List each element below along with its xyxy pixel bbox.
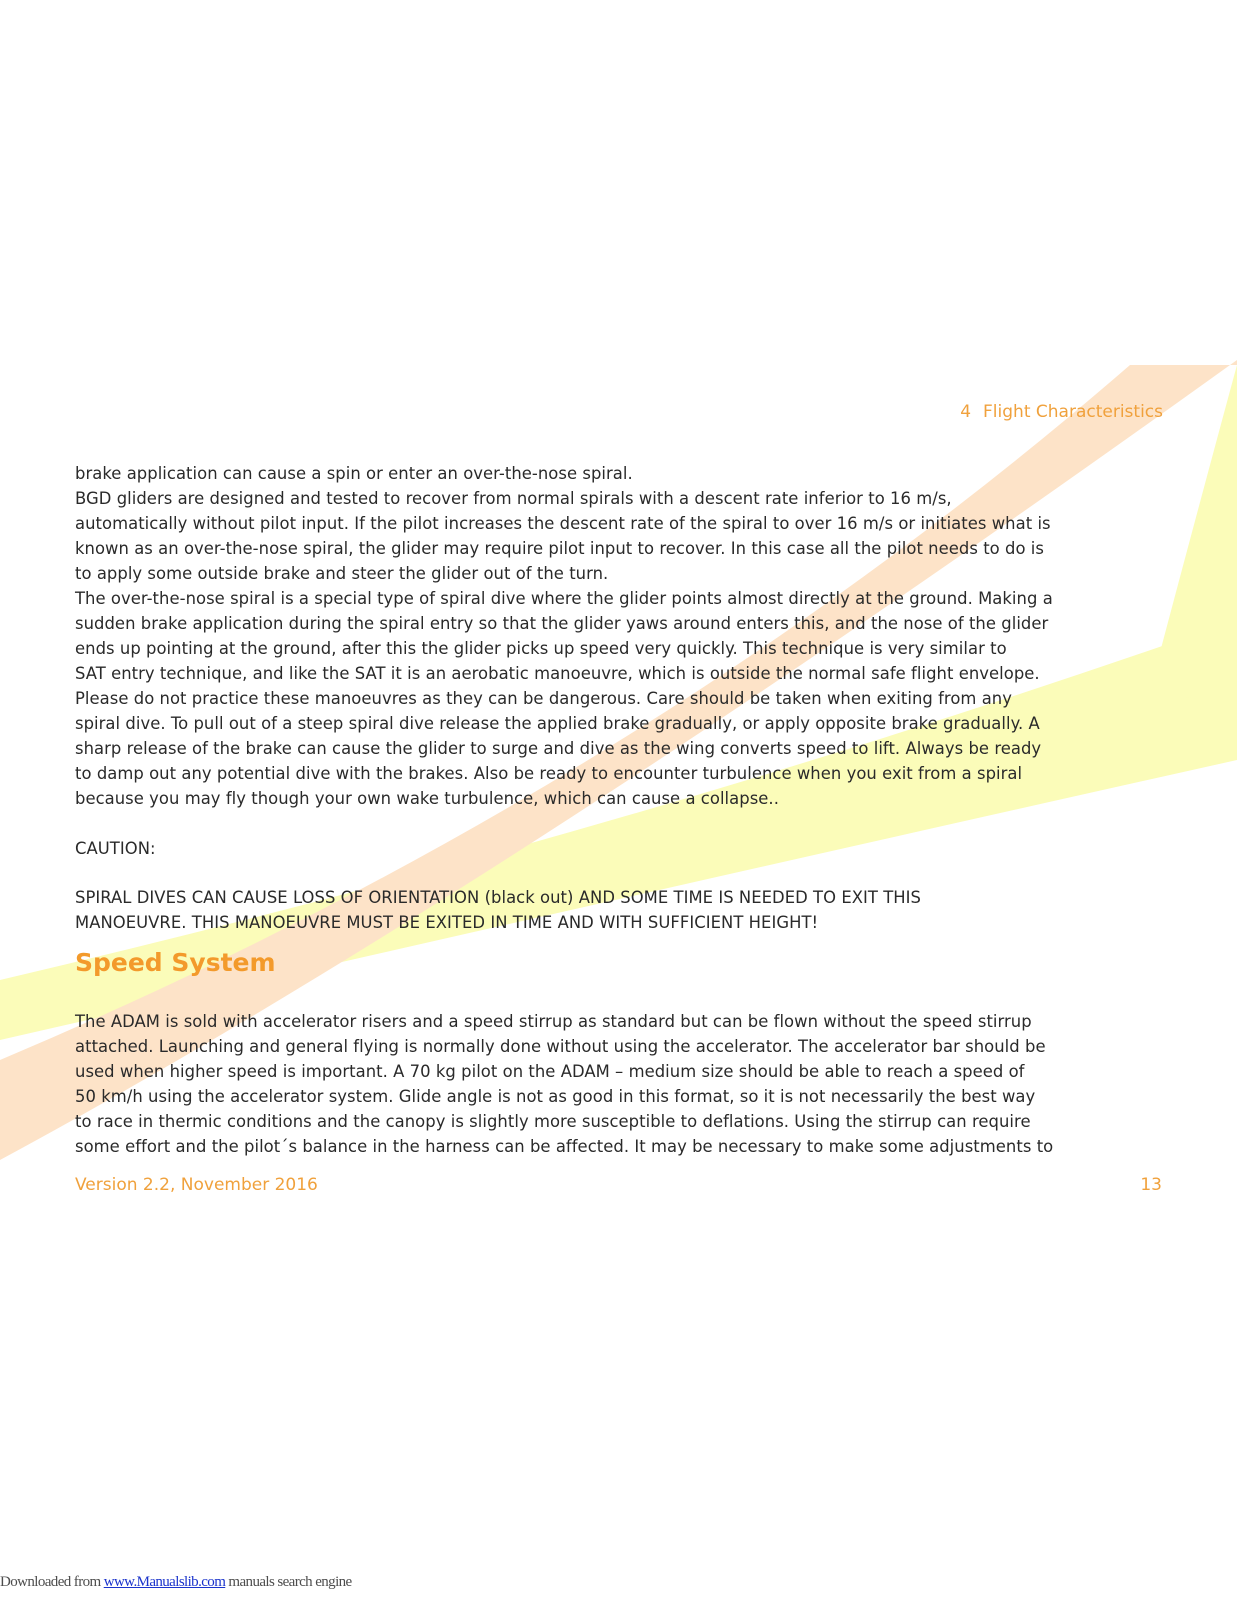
text-line: brake application can cause a spin or enter an over-the-nose spiral. — [75, 464, 633, 483]
text-line: to damp out any potential dive with the brakes. Also be ready to encounter turbulence when you exit from a spiral — [75, 764, 1023, 783]
download-suffix: manuals search engine — [225, 1574, 352, 1590]
caution-label — [75, 836, 1175, 861]
running-header — [960, 402, 1163, 422]
text-line: known as an over-the-nose spiral, the glider may require pilot input to recover. In this case all the pilot needs to do is — [75, 539, 1044, 558]
text-line: because you may fly though your own wake turbulence, which can cause a collapse.. — [75, 789, 779, 808]
text-line: to race in thermic conditions and the canopy is slightly more susceptible to deflations. Using the stirrup can require — [75, 1112, 1031, 1131]
text-line: spiral dive. To pull out of a steep spiral dive release the applied brake gradually, or apply opposite brake gradually. A — [75, 714, 1040, 733]
chapter-number: 4 — [960, 402, 972, 422]
chapter-title: Flight Characteristics — [983, 402, 1163, 422]
text-line: The ADAM is sold with accelerator risers and a speed stirrup as standard but can be flown without the speed stirrup — [75, 1012, 1032, 1031]
text-line: to apply some outside brake and steer the glider out of the turn. — [75, 564, 609, 583]
text-line: some effort and the pilot´s balance in the harness can be affected. It may be necessary to make some adjustments to — [75, 1137, 1054, 1156]
text-line: SPIRAL DIVES CAN CAUSE LOSS OF ORIENTATION (black out) AND SOME TIME IS NEEDED TO EXIT THIS — [75, 888, 921, 907]
download-attribution — [0, 1574, 352, 1591]
manualslib-link[interactable]: www.Manualslib.com — [103, 1574, 226, 1590]
download-prefix: Downloaded from — [0, 1574, 104, 1590]
section-heading-speed-system: Speed System — [75, 948, 276, 977]
caution-warning-text — [75, 885, 1175, 935]
text-line: ends up pointing at the ground, after this the glider picks up speed very quickly. This technique is very similar to — [75, 639, 1007, 658]
text-line: BGD gliders are designed and tested to recover from normal spirals with a descent rate inferior to 16 m/s, — [75, 489, 952, 508]
speed-system-paragraph — [75, 1009, 1175, 1159]
text-line: SAT entry technique, and like the SAT it is an aerobatic manoeuvre, which is outside the normal safe flight envelope. — [75, 664, 1040, 683]
text-line: MANOEUVRE. THIS MANOEUVRE MUST BE EXITED IN TIME AND WITH SUFFICIENT HEIGHT! — [75, 913, 819, 932]
footer-page-number: 13 — [1140, 1175, 1162, 1195]
text-line: attached. Launching and general flying is normally done without using the accelerator. The accelerator bar should be — [75, 1037, 1046, 1056]
text-line: sharp release of the brake can cause the glider to surge and dive as the wing converts speed to lift. Always be ready — [75, 739, 1042, 758]
caution-label-text: CAUTION: — [75, 839, 156, 858]
text-line: 50 km/h using the accelerator system. Glide angle is not as good in this format, so it is not necessarily the best way — [75, 1087, 1036, 1106]
text-line: used when higher speed is important. A 70 kg pilot on the ADAM – medium size should be able to reach a speed of — [75, 1062, 1025, 1081]
text-line: sudden brake application during the spiral entry so that the glider yaws around enters this, and the nose of the glider — [75, 614, 1049, 633]
text-line: automatically without pilot input. If the pilot increases the descent rate of the spiral to over 16 m/s or initiates what is — [75, 514, 1051, 533]
text-line: The over-the-nose spiral is a special type of spiral dive where the glider points almost directly at the ground. Making a — [75, 589, 1053, 608]
footer-version: Version 2.2, November 2016 — [75, 1175, 318, 1195]
spiral-dive-paragraph — [75, 461, 1175, 811]
text-line: Please do not practice these manoeuvres as they can be dangerous. Care should be taken when exiting from any — [75, 689, 1012, 708]
